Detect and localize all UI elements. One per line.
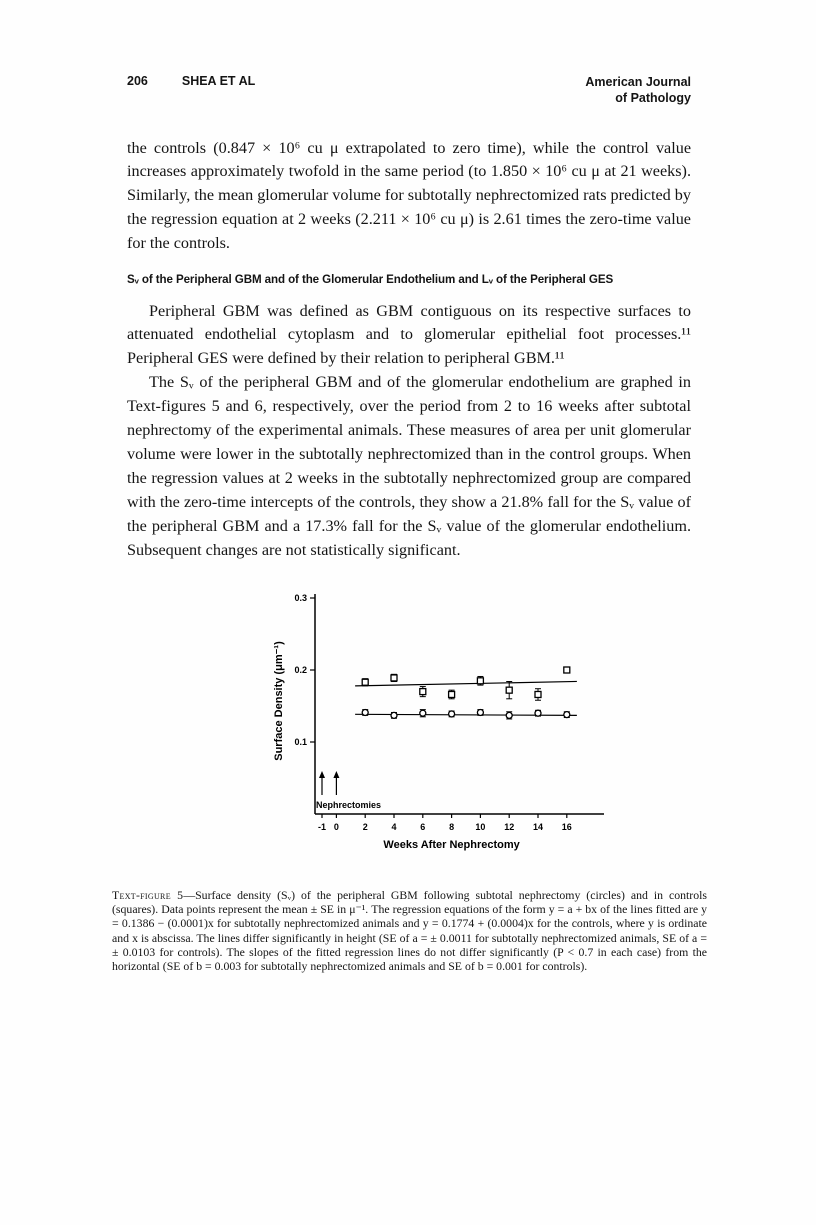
circle-marker	[449, 711, 455, 717]
circle-marker	[420, 710, 426, 716]
journal-name-line2: of Pathology	[615, 91, 691, 106]
circle-marker	[362, 710, 368, 716]
x-tick-label: 14	[532, 822, 544, 833]
y-tick-label: 0.1	[294, 737, 307, 748]
page-number: 206	[127, 74, 148, 88]
y-axis-label: Surface Density (μm⁻¹)	[273, 641, 285, 761]
square-marker	[564, 667, 570, 673]
journal-name	[585, 74, 691, 107]
circle-marker	[391, 713, 397, 719]
circle-marker	[564, 712, 570, 718]
regression-line-square	[355, 682, 577, 686]
square-marker	[420, 689, 426, 695]
x-tick-label: 2	[362, 822, 368, 833]
square-marker	[449, 692, 455, 698]
x-axis-label: Weeks After Nephrectomy	[383, 839, 520, 852]
x-tick-label: -1	[317, 822, 327, 833]
section-heading: Sᵥ of the Peripheral GBM and of the Glomerular Endothelium and Lᵥ of the Peripheral GES	[127, 273, 614, 287]
paragraph-3: The Sᵥ of the peripheral GBM and of the glomerular endothelium are graphed in Text-figures 5 and 6, respectively, over the period from 2 to 16 weeks after subtotal nephrectomy of the experimental animals. These measures of area per unit glomerular volume were lower in the subtotally nephrectomized than in the control groups. When the regression values at 2 weeks in the subtotally nephrectomized group are compared with the zero-time intercepts of the controls, they show a 21.8% fall for the Sᵥ value of the peripheral GBM and a 17.3% fall for the Sᵥ value of the glomerular endothelium. Subsequent changes are not statistically significant.	[127, 373, 691, 560]
figure-svg	[270, 589, 630, 861]
running-head-authors: SHEA ET AL	[181, 74, 256, 88]
figure-caption-label: Text-figure 5	[112, 888, 184, 903]
square-marker	[506, 687, 512, 693]
x-tick-label: 16	[561, 822, 572, 833]
paragraph-1: the controls (0.847 × 10⁶ cu μ extrapolated to zero time), while the control value increases approximately twofold in the same period (to 1.850 × 10⁶ cu μ at 21 weeks). Similarly, the mean glomerular volume for subtotally nephrectomized rats predicted by the regression equation at 2 weeks (2.211 × 10⁶ cu μ) is 2.61 times the zero-time value for the controls.	[127, 138, 691, 253]
y-tick-label: 0.2	[294, 665, 307, 676]
journal-name-line1: American Journal	[585, 75, 691, 89]
figure-caption	[112, 888, 707, 973]
x-tick-label: 8	[449, 822, 455, 833]
figure-caption-text: —Surface density (Sᵥ) of the peripheral GBM following subtotal nephrectomy (circles) and in controls (squares). Data points represent the mean ± SE in μ⁻¹. The regression equations of the form y = a + bx of the lines fitted are y = 0.1386 − (0.0001)x for subtotally nephrectomized animals and y = 0.1774 + (0.0004)x for the controls, where y is ordinate and x is abscissa. The lines differ significantly in height (SE of a = ± 0.0011 for subtotally nephrectomized animals, SE of a = ± 0.0103 for controls). The slopes of the fitted regression lines do not differ significantly (P < 0.7 in each case) from the horizontal (SE of b = 0.003 for subtotally nephrectomized animals and SE of b = 0.001 for controls).	[112, 888, 707, 973]
article-body	[127, 137, 691, 564]
x-tick-label: 12	[504, 822, 515, 833]
square-marker	[362, 679, 368, 685]
circle-marker	[506, 713, 512, 719]
up-arrow-head-icon	[319, 771, 325, 778]
square-marker	[477, 678, 483, 684]
circle-marker	[477, 710, 483, 716]
x-tick-label: 0	[333, 822, 339, 833]
x-tick-label: 6	[420, 822, 426, 833]
circle-marker	[535, 710, 541, 716]
y-tick-label: 0.3	[294, 593, 307, 604]
square-marker	[535, 692, 541, 698]
up-arrow-head-icon	[333, 771, 339, 778]
nephrectomies-annotation: Nephrectomies	[316, 800, 382, 811]
text-figure-5	[112, 589, 707, 973]
square-marker	[391, 675, 397, 681]
running-head	[127, 74, 255, 88]
page-header	[127, 74, 691, 107]
x-tick-label: 4	[391, 822, 397, 833]
regression-line-circle	[355, 714, 577, 715]
scatter-chart	[270, 589, 691, 866]
x-tick-label: 10	[475, 822, 486, 833]
paragraph-2: Peripheral GBM was defined as GBM contiguous on its respective surfaces to attenuated endothelial cytoplasm and to glomerular epithelial foot processes.¹¹ Peripheral GES were defined by their relation to peripheral GBM.¹¹	[127, 301, 691, 368]
